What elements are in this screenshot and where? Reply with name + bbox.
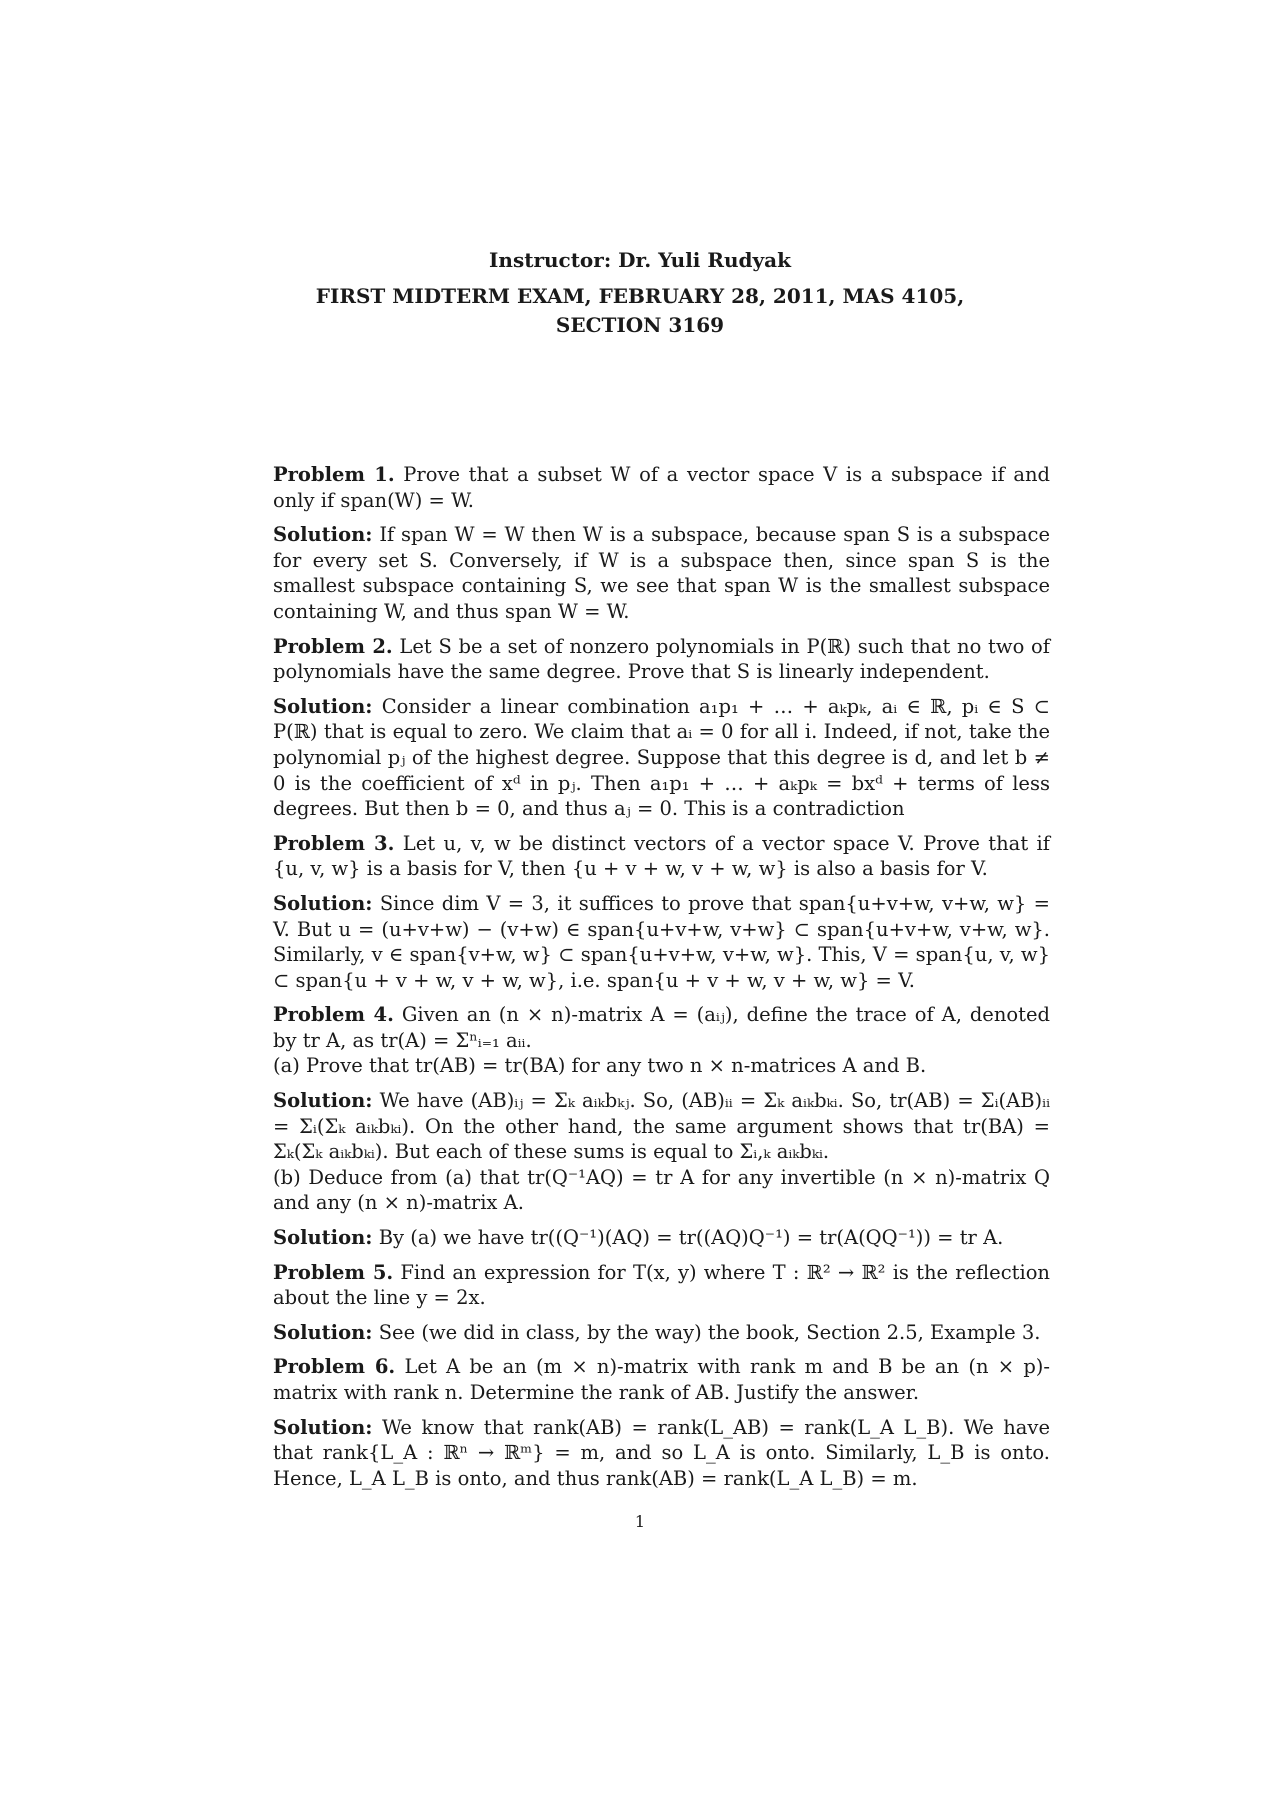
block-label: Solution: (273, 1320, 373, 1344)
problem-2 (273, 634, 1050, 685)
block-label: Solution: (273, 1226, 373, 1250)
problem-4b (273, 1165, 1050, 1216)
solution-4a (273, 1088, 1050, 1165)
block-label: Solution: (273, 1089, 373, 1113)
block-text: (b) Deduce from (a) that tr(Q⁻¹AQ) = tr A for any invertible (n × n)-matrix Q and any (n × n)-matrix A. (273, 1165, 1050, 1215)
solution-3 (273, 891, 1050, 993)
page-number: 1 (634, 1512, 646, 1531)
block-text: Let A be an (m × n)-matrix with rank m and B be an (n × p)-matrix with rank n. Determine the rank of AB. Justify the answer. (273, 1355, 1050, 1404)
block-text: Given an (n × n)-matrix A = (aᵢⱼ), define the trace of A, denoted by tr A, as tr(A) = Σⁿᵢ₌₁ aᵢᵢ. (273, 1003, 1051, 1052)
block-label: Problem 6. (273, 1355, 396, 1379)
block-text: (a) Prove that tr(AB) = tr(BA) for any two n × n-matrices A and B. (273, 1054, 927, 1078)
block-label: Problem 3. (273, 831, 395, 855)
block-label: Problem 5. (273, 1260, 394, 1284)
exam-section-line: SECTION 3169 (555, 313, 725, 337)
block-text: We know that rank(AB) = rank(L_AB) = rank(L_A L_B). We have that rank{L_A : ℝⁿ → ℝᵐ} = m, and so L_A is onto. Similarly, L_B is onto. Hence, L_A L_B is onto, and thus rank(AB) = rank(L_A L_B) = m. (273, 1415, 1050, 1490)
problem-4a (273, 1053, 1050, 1079)
exam-instructor-line: Instructor: Dr. Yuli Rudyak (489, 248, 791, 272)
block-text: Find an expression for T(x, y) where T : ℝ² → ℝ² is the reflection about the line y = 2x. (273, 1260, 1050, 1310)
solution-5 (273, 1320, 1050, 1346)
block-label: Problem 1. (273, 463, 395, 486)
block-label: Solution: (273, 523, 373, 547)
block-text: Let S be a set of nonzero polynomials in P(ℝ) such that no two of polynomials have the same degree. Prove that S is linearly independent. (273, 634, 1051, 684)
block-label: Problem 4. (273, 1003, 394, 1027)
block-label: Solution: (273, 1415, 373, 1439)
solution-2 (273, 694, 1050, 822)
solution-4b (273, 1225, 1050, 1251)
block-text: Consider a linear combination a₁p₁ + … + aₖpₖ, aᵢ ∈ ℝ, pᵢ ∈ S ⊂ P(ℝ) that is equal to zero. We claim that aᵢ = 0 for all i. Indeed, if not, take the polynomial pⱼ of the highest degree. Suppose that this degree is d, and let b ≠ 0 is the coefficient of xᵈ in pⱼ. Then a₁p₁ + … + aₖpₖ = bxᵈ + terms of less degrees. But then b = 0, and thus aⱼ = 0. This is a contradiction (273, 694, 1051, 821)
block-text: Let u, v, w be distinct vectors of a vector space V. Prove that if {u, v, w} is a basis for V, then {u + v + w, v + w, w} is also a basis for V. (273, 831, 1051, 881)
solution-6 (273, 1415, 1050, 1492)
block-label: Solution: (273, 694, 373, 718)
block-text: Prove that a subset W of a vector space V is a subspace if and only if span(W) = W. (273, 463, 1051, 512)
problem-6 (273, 1354, 1050, 1405)
block-text: See (we did in class, by the way) the book, Section 2.5, Example 3. (378, 1320, 1041, 1344)
block-text: Since dim V = 3, it suffices to prove that span{u+v+w, v+w, w} = V. But u = (u+v+w) − (v+w) ∈ span{u+v+w, v+w} ⊂ span{u+v+w, v+w, w}. Similarly, v ∈ span{v+w, w} ⊂ span{u+v+w, v+w, w}. This, V = span{u, v, w} ⊂ span{u + v + w, v + w, w}, i.e. span{u + v + w, v + w, w} = V. (273, 891, 1050, 992)
exam-title-line: FIRST MIDTERM EXAM, FEBRUARY 28, 2011, MAS 4105, (315, 284, 965, 308)
solution-1 (273, 522, 1050, 624)
exam-body (273, 462, 1050, 1500)
block-label: Problem 2. (273, 634, 393, 658)
block-text: If span W = W then W is a subspace, because span S is a subspace for every set S. Conversely, if W is a subspace then, since span S is the smallest subspace containing S, we see that span W is the smallest subspace containing W, and thus span W = W. (273, 523, 1050, 623)
problem-5 (273, 1260, 1050, 1311)
block-text: By (a) we have tr((Q⁻¹)(AQ) = tr((AQ)Q⁻¹) = tr(A(QQ⁻¹)) = tr A. (378, 1226, 1004, 1250)
problem-4 (273, 1002, 1050, 1053)
problem-1 (273, 462, 1050, 513)
block-label: Solution: (273, 891, 373, 915)
problem-3 (273, 831, 1050, 882)
block-text: We have (AB)ᵢⱼ = Σₖ aᵢₖbₖⱼ. So, (AB)ᵢᵢ = Σₖ aᵢₖbₖᵢ. So, tr(AB) = Σᵢ(AB)ᵢᵢ = Σᵢ(Σₖ aᵢₖbₖᵢ). On the other hand, the same argument shows that tr(BA) = Σₖ(Σₖ aᵢₖbₖᵢ). But each of these sums is equal to Σᵢ,ₖ aᵢₖbₖᵢ. (273, 1089, 1050, 1164)
